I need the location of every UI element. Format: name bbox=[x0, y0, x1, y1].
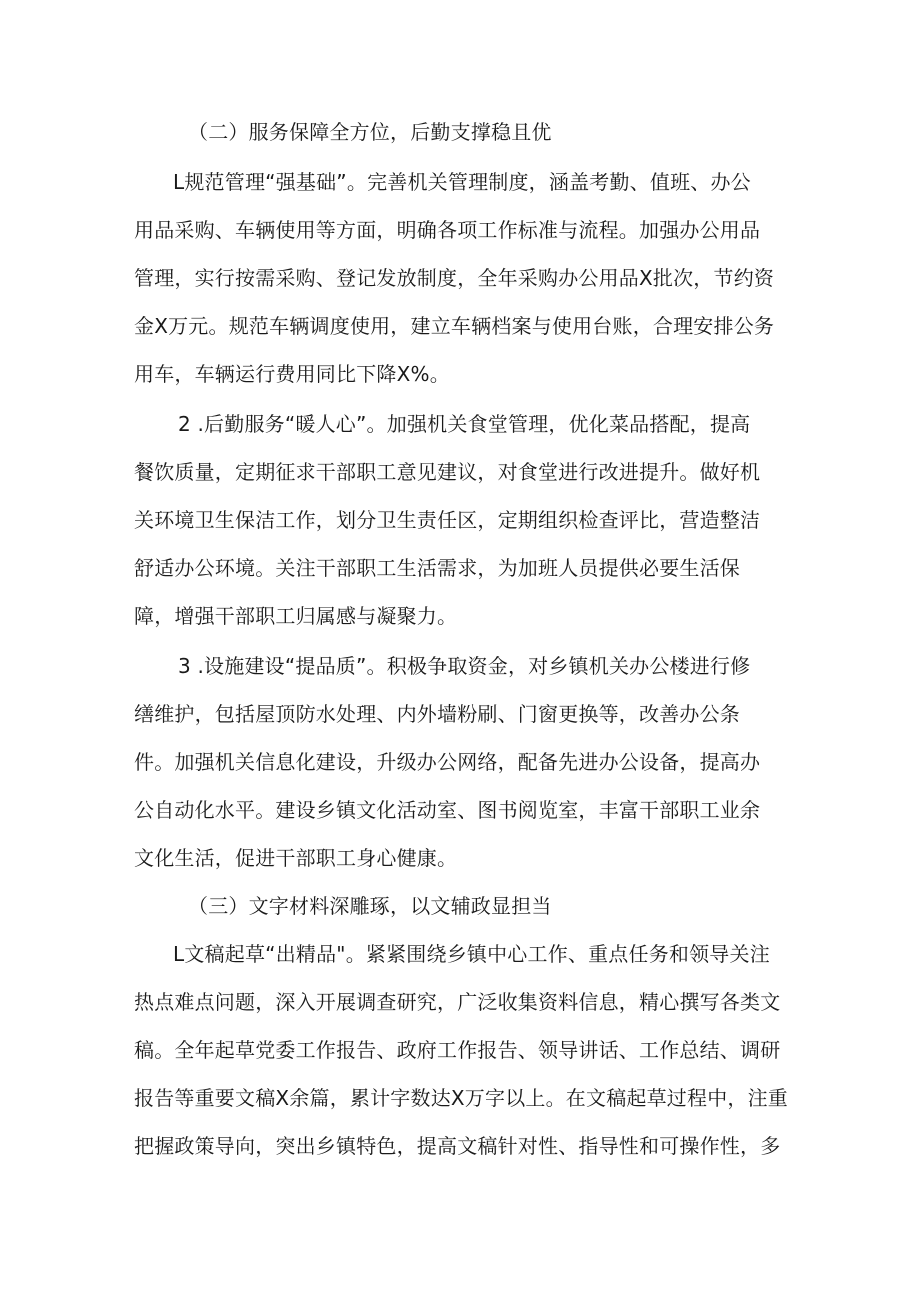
paragraph-line: 2 .后勤服务“暖人心”。加强机关食堂管理，优化菜品搭配，提高 bbox=[178, 412, 751, 436]
section-heading-service-support: （二）服务保障全方位，后勤支撑稳且优 bbox=[188, 120, 552, 144]
paragraph-line: 件。加强机关信息化建设，升级办公网络，配备先进办公设备，提高办 bbox=[134, 750, 761, 774]
paragraph-line: 管理，实行按需采购、登记发放制度，全年采购办公用品X批次，节约资 bbox=[134, 266, 775, 290]
paragraph-line: 用品采购、车辆使用等方面，明确各项工作标准与流程。加强办公用品 bbox=[134, 218, 761, 242]
paragraph-line: 公自动化水平。建设乡镇文化活动室、图书阅览室，丰富干部职工业余 bbox=[134, 798, 761, 822]
paragraph-line: 热点难点问题，深入开展调查研究，广泛收集资料信息，精心撰写各类文 bbox=[134, 990, 781, 1014]
paragraph-line: 关环境卫生保洁工作，划分卫生责任区，定期组织检查评比，营造整洁 bbox=[134, 508, 761, 532]
paragraph-line: 金X万元。规范车辆调度使用，建立车辆档案与使用台账，合理安排公务 bbox=[134, 314, 775, 338]
paragraph-line: 文化生活，促进干部职工身心健康。 bbox=[134, 846, 458, 870]
paragraph-line: 把握政策导向，突出乡镇特色，提高文稿针对性、指导性和可操作性，多 bbox=[134, 1134, 781, 1158]
paragraph-line: L规范管理“强基础”。完善机关管理制度，涵盖考勤、值班、办公 bbox=[173, 170, 751, 194]
paragraph-line: 缮维护，包括屋顶防水处理、内外墙粉刷、门窗更换等，改善办公条 bbox=[134, 702, 740, 726]
paragraph-line: 餐饮质量，定期征求干部职工意见建议，对食堂进行改进提升。做好机 bbox=[134, 460, 761, 484]
section-heading-written-materials: （三）文字材料深雕琢，以文辅政显担当 bbox=[188, 894, 552, 918]
paragraph-line: 障，增强干部职工归属感与凝聚力。 bbox=[134, 604, 458, 628]
paragraph-line: 稿。全年起草党委工作报告、政府工作报告、领导讲话、工作总结、调研 bbox=[134, 1038, 781, 1062]
paragraph-line: 舒适办公环境。关注干部职工生活需求，为加班人员提供必要生活保 bbox=[134, 556, 740, 580]
paragraph-line: 3 .设施建设“提品质”。积极争取资金，对乡镇机关办公楼进行修 bbox=[178, 654, 751, 678]
paragraph-line: 用车，车辆运行费用同比下降X%。 bbox=[134, 362, 450, 386]
paragraph-line: L文稿起草“出精品"。紧紧围绕乡镇中心工作、重点任务和领导关注 bbox=[173, 942, 770, 966]
paragraph-line: 报告等重要文稿X余篇，累计字数达X万字以上。在文稿起草过程中，注重 bbox=[134, 1086, 789, 1110]
